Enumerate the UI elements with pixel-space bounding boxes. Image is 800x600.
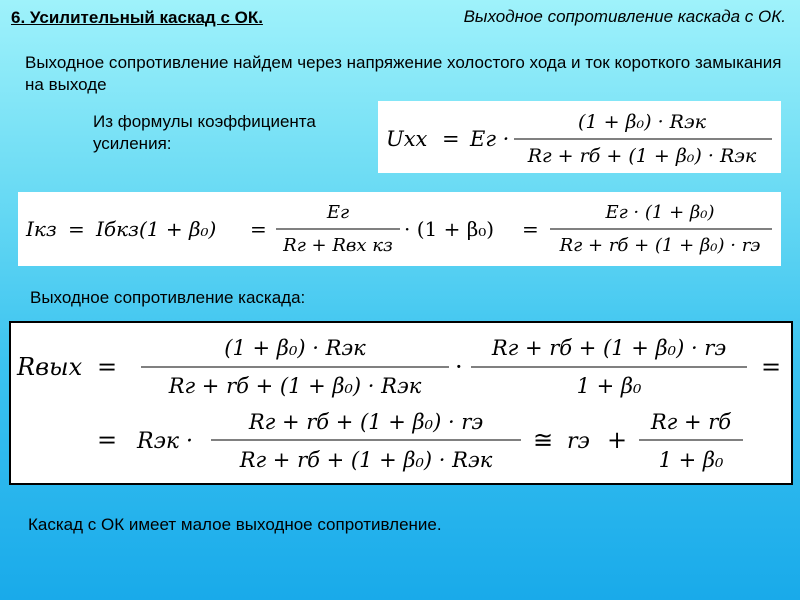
ikz-eq3: = — [522, 217, 539, 241]
output-resistance-label: Выходное сопротивление каскада: — [30, 288, 306, 307]
rout-rek: Rэк · — [137, 429, 194, 454]
rout-eq1: = — [97, 353, 118, 381]
formula-ikz-svg — [18, 192, 781, 266]
uxx-denominator: Rг + rб + (1 + β₀) · Rэк — [527, 145, 757, 167]
ikz-frac1-denominator: Rг + Rвх кз — [283, 235, 393, 256]
from-formula-text: Из формулы коэффициента усиления: — [93, 112, 316, 153]
rout-f1-numerator: (1 + β₀) · Rэк — [224, 336, 366, 360]
uxx-eq: = — [442, 127, 460, 151]
uxx-lhs: Uхх — [386, 127, 428, 151]
ikz-frac1-numerator: Eг — [326, 202, 350, 223]
intro-text: Выходное сопротивление найдем через напряжение холостого хода и ток короткого замыкания на выходе — [25, 53, 782, 94]
ikz-mid: Iбкз(1 + β₀) — [96, 217, 217, 241]
ikz-eq1: = — [68, 217, 85, 241]
rout-f2-numerator: Rг + rб + (1 + β₀) · rэ — [491, 336, 727, 360]
ikz-lhs: Iкз — [26, 217, 57, 241]
rout-f4-denominator: 1 + β₀ — [658, 448, 724, 472]
rout-f1-denominator: Rг + rб + (1 + β₀) · Rэк — [168, 374, 422, 398]
rout-eq3: = — [97, 426, 118, 454]
formula-ikz — [18, 192, 781, 266]
uxx-numerator: (1 + β₀) · Rэк — [578, 111, 706, 133]
rout-approx: ≅ — [533, 426, 554, 454]
formula-rout-svg — [11, 323, 795, 487]
ikz-eq2: = — [250, 217, 267, 241]
conclusion-text: Каскад с ОК имеет малое выходное сопротивление. — [28, 515, 442, 534]
formula-rout — [9, 321, 793, 485]
rout-plus: + — [607, 426, 628, 454]
rout-f4-numerator: Rг + rб — [650, 410, 732, 434]
formula-uxx-svg — [378, 101, 781, 173]
corner-title: Выходное сопротивление каскада с ОК. — [463, 7, 786, 26]
rout-f3-denominator: Rг + rб + (1 + β₀) · Rэк — [239, 448, 493, 472]
rout-dot: · — [455, 353, 463, 381]
ikz-frac2-numerator: Eг · (1 + β₀) — [605, 202, 715, 223]
rout-re: rэ — [567, 429, 590, 454]
ikz-mult: · (1 + β₀) — [404, 217, 495, 241]
formula-uxx — [378, 101, 781, 173]
rout-f3-numerator: Rг + rб + (1 + β₀) · rэ — [248, 410, 484, 434]
rout-f2-denominator: 1 + β₀ — [576, 374, 642, 398]
slide-heading: 6. Усилительный каскад с ОК. — [11, 8, 263, 27]
ikz-frac2-denominator: Rг + rб + (1 + β₀) · rэ — [559, 235, 761, 256]
rout-eq2: = — [761, 353, 782, 381]
uxx-factor: Eг · — [470, 127, 510, 151]
rout-lhs: Rвых — [17, 353, 83, 381]
